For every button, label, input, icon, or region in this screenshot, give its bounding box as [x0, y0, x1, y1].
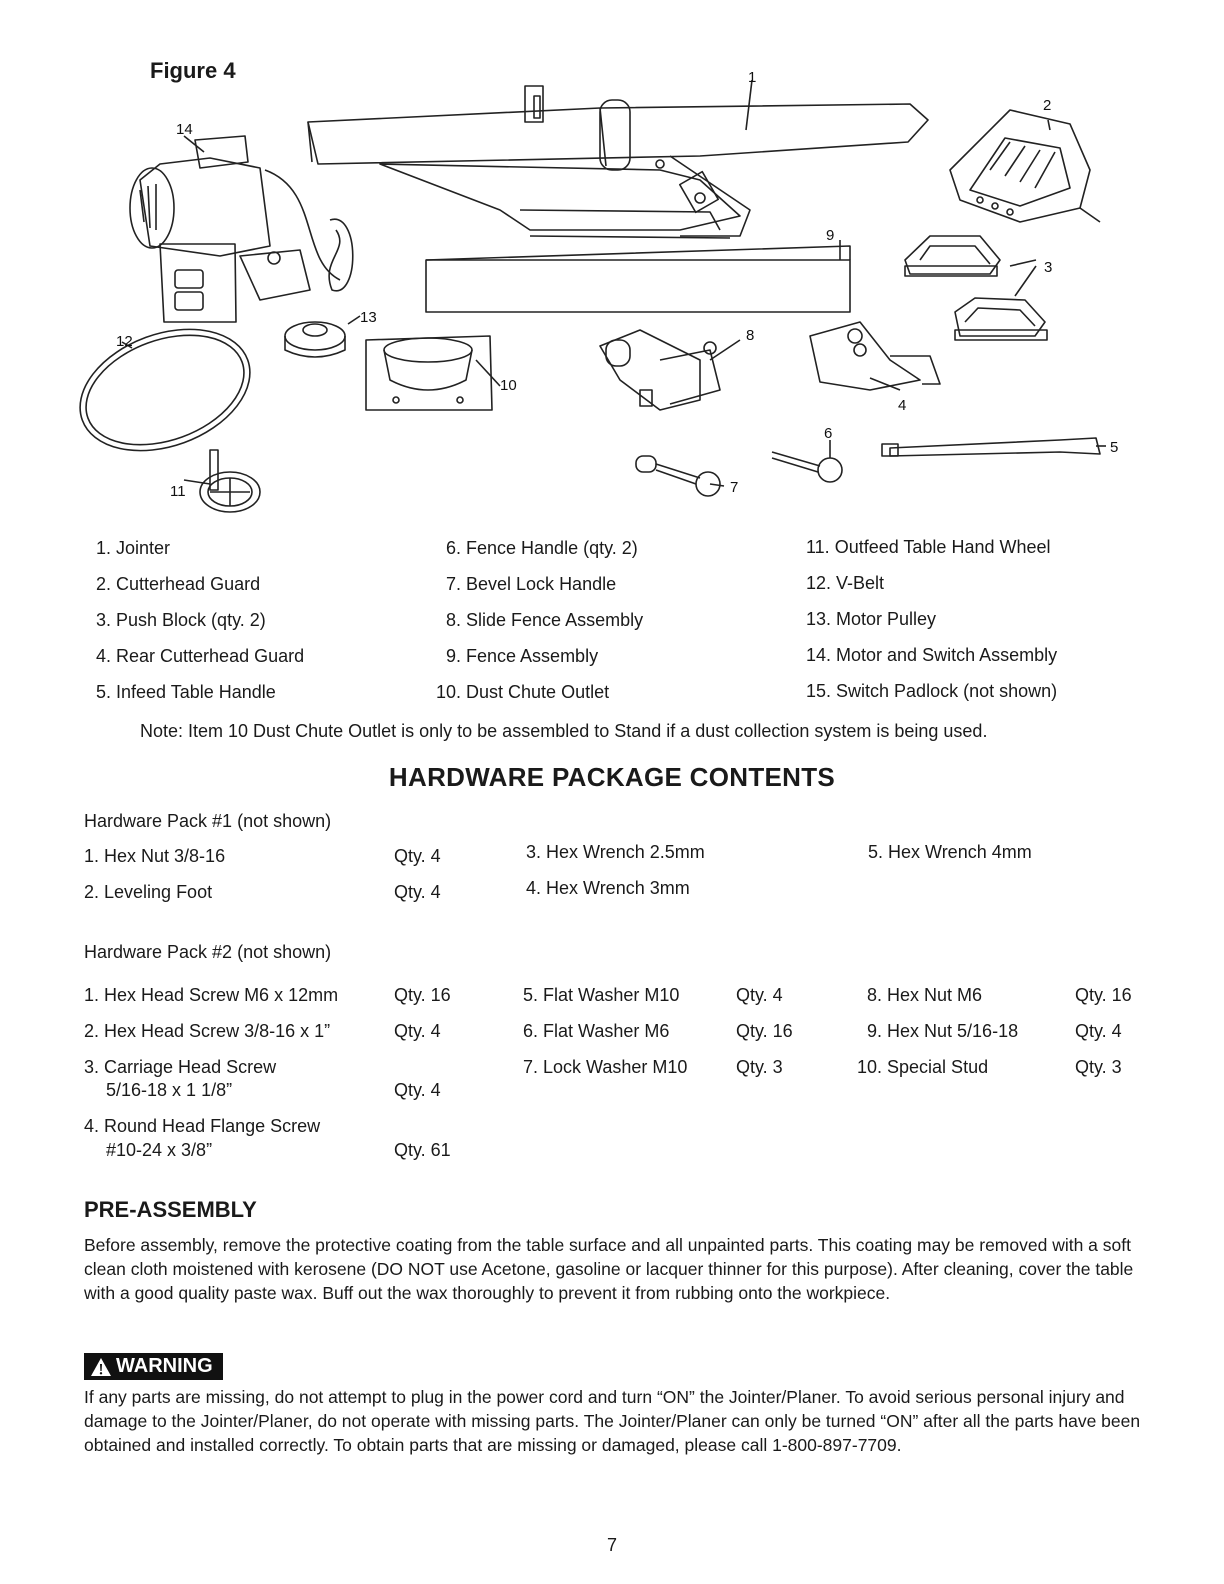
pack2-item-name: 2. Hex Head Screw 3/8-16 x 1”	[84, 1021, 331, 1041]
pack2-item-qty: Qty. 16	[394, 985, 451, 1005]
dust-chute-drawing	[366, 336, 492, 410]
callout-7: 7	[730, 479, 739, 496]
hand-wheel-drawing	[200, 450, 260, 512]
part-item: 3. Push Block (qty. 2)	[96, 610, 266, 630]
dust-chute-note: Note: Item 10 Dust Chute Outlet is only to be assembled to Stand if a dust collection system is being used.	[140, 721, 988, 741]
warning-text: If any parts are missing, do not attempt to plug in the power cord and turn “ON” the Jointer/Planer. To avoid serious personal injury and damage to the Jointer/Planer, do not operate with missing parts. The Jointer/Planer can only be turned “ON” after all the parts have been obtained and installed correctly. To obtain parts that are missing or damaged, please call 1-800-897-7709.	[84, 1387, 1141, 1455]
pack2-item-name: 10. Special Stud	[857, 1057, 989, 1077]
callout-5: 5	[1110, 439, 1119, 456]
pack2-item-qty: Qty. 4	[1075, 1021, 1122, 1041]
callout-1: 1	[748, 69, 757, 86]
callout-10: 10	[500, 377, 517, 394]
parts-list-col-1	[96, 538, 304, 718]
pack2-item-qty: Qty. 16	[736, 1021, 793, 1041]
pack1-item-name: 4. Hex Wrench 3mm	[526, 878, 690, 898]
slide-fence-drawing	[600, 330, 720, 410]
callout-9: 9	[826, 227, 835, 244]
pack2-item-name-line2: 5/16-18 x 1 1/8”	[106, 1080, 233, 1100]
cutterhead-guard-drawing	[950, 110, 1100, 222]
callout-2: 2	[1043, 97, 1052, 114]
infeed-handle-drawing	[882, 438, 1100, 456]
pack2-item-qty: Qty. 4	[736, 985, 783, 1005]
part-item: 1. Jointer	[96, 538, 171, 558]
pack2-item-qty: Qty. 61	[394, 1140, 451, 1160]
pack2-item-name: 3. Carriage Head Screw	[84, 1057, 277, 1077]
pack2-item-qty: Qty. 3	[736, 1057, 783, 1077]
part-item: 7. Bevel Lock Handle	[446, 574, 617, 594]
motor-pulley-drawing	[285, 322, 345, 357]
pack2-item-name: 8. Hex Nut M6	[867, 985, 983, 1005]
pack2-item-name: 1. Hex Head Screw M6 x 12mm	[84, 985, 339, 1005]
pack1-heading: Hardware Pack #1 (not shown)	[84, 811, 332, 831]
pre-assembly-title: PRE-ASSEMBLY	[84, 1197, 257, 1222]
parts-illustration	[60, 60, 1140, 520]
pack2-item-name: 7. Lock Washer M10	[523, 1057, 688, 1077]
callout-3: 3	[1044, 259, 1053, 276]
pack2-item-qty: Qty. 3	[1075, 1057, 1122, 1077]
parts-list-col-2	[436, 538, 644, 718]
pack1-item-name: 1. Hex Nut 3/8-16	[84, 846, 226, 866]
pack2-item-name: 4. Round Head Flange Screw	[84, 1116, 321, 1136]
pack1-item-name: 5. Hex Wrench 4mm	[868, 842, 1032, 862]
pack2-item-name: 9. Hex Nut 5/16-18	[867, 1021, 1019, 1041]
callout-13: 13	[360, 309, 377, 326]
pack2-heading: Hardware Pack #2 (not shown)	[84, 942, 332, 962]
callout-14: 14	[176, 121, 193, 138]
part-item: 8. Slide Fence Assembly	[446, 610, 644, 630]
callout-12: 12	[116, 333, 133, 350]
warning-label: WARNING	[116, 1355, 213, 1377]
push-block-drawing	[905, 236, 1047, 340]
part-item: 15. Switch Padlock (not shown)	[806, 681, 1058, 701]
pack2-item-name: 5. Flat Washer M10	[523, 985, 680, 1005]
page-number: 7	[606, 1535, 617, 1555]
pack1-item-name: 3. Hex Wrench 2.5mm	[526, 842, 705, 862]
pack1-item-qty: Qty. 4	[394, 846, 441, 866]
pack2-item-qty: Qty. 4	[394, 1080, 441, 1100]
callout-11: 11	[170, 483, 186, 500]
fence-assembly-drawing	[426, 260, 850, 312]
parts-list-col-3	[806, 537, 1057, 717]
callout-4: 4	[898, 397, 907, 414]
pack1-item-qty: Qty. 4	[394, 882, 441, 902]
callout-6: 6	[824, 425, 833, 442]
jointer-drawing	[308, 86, 928, 238]
part-item: 5. Infeed Table Handle	[96, 682, 276, 702]
part-item: 11. Outfeed Table Hand Wheel	[806, 537, 1051, 557]
part-item: 2. Cutterhead Guard	[96, 574, 261, 594]
pack1-item-name: 2. Leveling Foot	[84, 882, 213, 902]
pack2-item-qty: Qty. 4	[394, 1021, 441, 1041]
part-item: 9. Fence Assembly	[446, 646, 599, 666]
callout-8: 8	[746, 327, 755, 344]
part-item: 4. Rear Cutterhead Guard	[96, 646, 305, 666]
part-item: 13. Motor Pulley	[806, 609, 937, 629]
pre-assembly-text: Before assembly, remove the protective coating from the table surface and all unpainted parts. This coating may be removed with a soft clean cloth moistened with kerosene (DO NOT use Acetone, gasoline or lacquer thinner for this purpose). After cleaning, cover the table with a good quality paste wax. Buff out the wax thoroughly to prevent it from rubbing onto the workpiece.	[84, 1235, 1134, 1303]
part-item: 14. Motor and Switch Assembly	[806, 645, 1058, 665]
warning-badge	[84, 1353, 223, 1380]
pack2-item-qty: Qty. 16	[1075, 985, 1132, 1005]
v-belt-drawing	[63, 307, 267, 472]
part-item: 10. Dust Chute Outlet	[436, 682, 610, 702]
fence-handle-drawing	[772, 452, 842, 482]
part-item: 6. Fence Handle (qty. 2)	[446, 538, 638, 558]
bevel-lock-drawing	[636, 456, 720, 496]
pack2-item-name-line2: #10-24 x 3/8”	[106, 1140, 213, 1160]
warning-triangle-icon	[90, 1357, 112, 1377]
figure-title: Figure 4	[150, 58, 236, 83]
pack2-item-name: 6. Flat Washer M6	[523, 1021, 670, 1041]
hardware-title: HARDWARE PACKAGE CONTENTS	[388, 762, 836, 792]
part-item: 12. V-Belt	[806, 573, 885, 593]
